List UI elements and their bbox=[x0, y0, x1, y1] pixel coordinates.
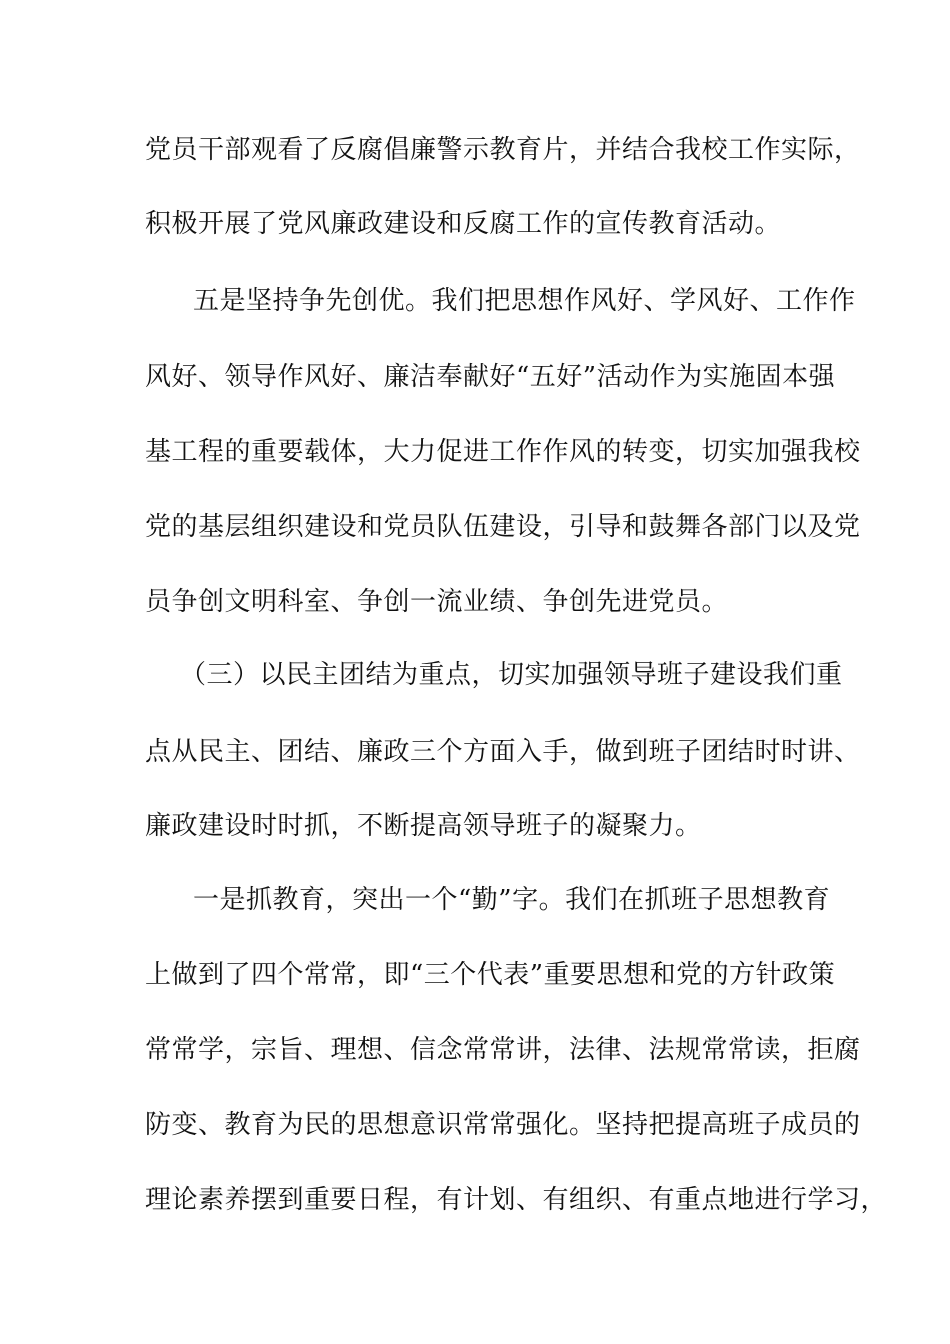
text-line-4: 风好、领导作风好、廉洁奉献好“五好”活动作为实施固本强 bbox=[145, 362, 836, 392]
text-line-5: 基工程的重要载体，大力促进工作作风的转变，切实加强我校 bbox=[145, 437, 861, 467]
text-line-7: 员争创文明科室、争创一流业绩、争创先进党员。 bbox=[145, 587, 729, 617]
text-line-1: 党员干部观看了反腐倡廉警示教育片，并结合我校工作实际， bbox=[145, 135, 861, 165]
section-three-heading-line: （三）以民主团结为重点，切实加强领导班子建设我们重 bbox=[180, 660, 843, 690]
text-line-10: 廉政建设时时抓，不断提高领导班子的凝聚力。 bbox=[145, 811, 702, 841]
text-line-2: 积极开展了党风廉政建设和反腐工作的宣传教育活动。 bbox=[145, 209, 782, 239]
text-line-9: 点从民主、团结、廉政三个方面入手，做到班子团结时时讲、 bbox=[145, 737, 861, 767]
text-line-6: 党的基层组织建设和党员队伍建设，引导和鼓舞各部门以及党 bbox=[145, 512, 861, 542]
text-line-15: 理论素养摆到重要日程，有计划、有组织、有重点地进行学习， bbox=[145, 1185, 888, 1215]
text-line-13: 常常学，宗旨、理想、信念常常讲，法律、法规常常读，拒腐 bbox=[145, 1035, 861, 1065]
paragraph-1-first-line: 一是抓教育，突出一个“勤”字。我们在抓班子思想教育 bbox=[193, 885, 831, 915]
paragraph-5-first-line: 五是坚持争先创优。我们把思想作风好、学风好、工作作 bbox=[193, 286, 856, 316]
text-line-14: 防变、教育为民的思想意识常常强化。坚持把提高班子成员的 bbox=[145, 1110, 861, 1140]
text-line-12: 上做到了四个常常，即“三个代表”重要思想和党的方针政策 bbox=[145, 960, 836, 990]
